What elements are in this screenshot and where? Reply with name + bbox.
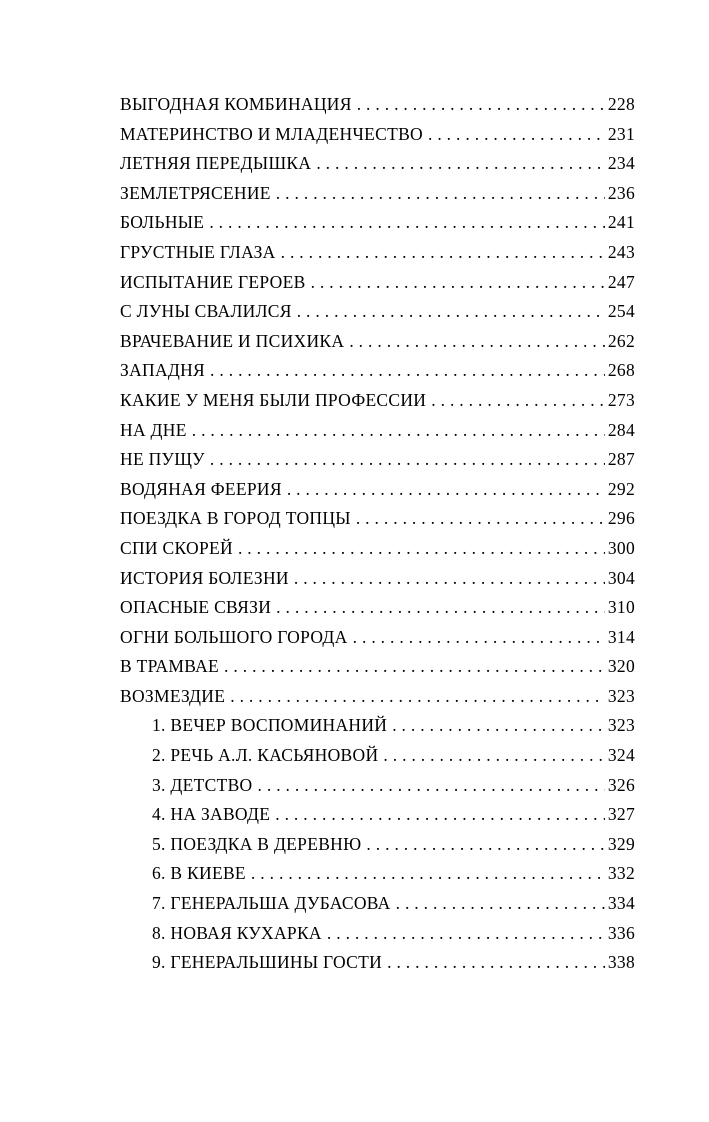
toc-entry-title: 6. В КИЕВЕ [152,863,246,884]
toc-entry-title: 1. ВЕЧЕР ВОСПОМИНАНИЙ [152,715,388,736]
toc-entry-page: 304 [607,567,635,588]
dot-leader [356,508,605,529]
toc-entry-title: НА ДНЕ [120,419,187,440]
toc-entry-title: 2. РЕЧЬ А.Л. КАСЬЯНОВОЙ [152,745,379,766]
toc-entry-page: 287 [607,449,635,470]
toc-entry-title: ЛЕТНЯЯ ПЕРЕДЫШКА [120,153,312,174]
toc-entry [120,420,635,450]
toc-entry-title: ИСТОРИЯ БОЛЕЗНИ [120,567,289,588]
toc-entry-page: 292 [607,478,635,499]
dot-leader [275,804,605,825]
toc-entry [120,242,635,272]
toc-entry [120,597,635,627]
toc-entry [120,568,635,598]
toc-entry-title: ЗЕМЛЕТРЯСЕНИЕ [120,182,271,203]
toc-entry-page: 334 [607,893,635,914]
toc-entry-title: С ЛУНЫ СВАЛИЛСЯ [120,301,292,322]
toc-entry [120,745,635,775]
toc-entry-title: 8. НОВАЯ КУХАРКА [152,922,322,943]
toc-entry-page: 324 [607,745,635,766]
toc-entry-title: ОГНИ БОЛЬШОГО ГОРОДА [120,626,348,647]
dot-leader [224,656,605,677]
toc-entry-page: 300 [607,537,635,558]
toc-entry-title: ПОЕЗДКА В ГОРОД ТОПЦЫ [120,508,351,529]
toc-entry-page: 314 [607,626,635,647]
toc-entry-title: ЗАПАДНЯ [120,360,206,381]
dot-leader [294,568,605,589]
toc-entry-page: 326 [607,774,635,795]
toc-entry-title: ВЫГОДНАЯ КОМБИНАЦИЯ [120,94,352,114]
dot-leader [258,775,605,796]
toc-entry-title: 7. ГЕНЕРАЛЬША ДУБАСОВА [152,893,391,914]
dot-leader [349,331,605,352]
toc-entry [120,923,635,953]
toc-entry-title: 5. ПОЕЗДКА В ДЕРЕВНЮ [152,833,362,854]
toc-entry-title: 9. ГЕНЕРАЛЬШИНЫ ГОСТИ [152,952,383,973]
toc-entry [120,863,635,893]
toc-entry-page: 336 [607,922,635,943]
toc-entry-title: ВОДЯНАЯ ФЕЕРИЯ [120,478,282,499]
toc-entry [120,952,635,982]
toc-entry [120,686,635,716]
toc-entry [120,272,635,302]
dot-leader [276,183,605,204]
toc-entry-page: 234 [607,153,635,174]
dot-leader [210,449,605,470]
toc-entry-page: 241 [607,212,635,233]
toc-entry-page: 236 [607,182,635,203]
toc-entry-page: 228 [607,94,635,114]
dot-leader [238,538,605,559]
toc-entry-page: 254 [607,301,635,322]
toc-entry [120,360,635,390]
toc-entry-page: 320 [607,656,635,677]
toc-entry-page: 323 [607,715,635,736]
toc-entry-page: 329 [607,833,635,854]
toc-entry [120,656,635,686]
toc-entry [120,775,635,805]
toc-list [120,94,635,982]
toc-entry-title: МАТЕРИНСТВО И МЛАДЕНЧЕСТВО [120,123,423,144]
toc-entry [120,804,635,834]
toc-entry-page: 284 [607,419,635,440]
toc-entry [120,390,635,420]
dot-leader [431,390,605,411]
dot-leader [210,360,605,381]
toc-page [120,94,635,982]
toc-entry-title: ВОЗМЕЗДИЕ [120,685,226,706]
toc-entry-page: 323 [607,685,635,706]
dot-leader [230,686,605,707]
toc-entry-page: 262 [607,330,635,351]
dot-leader [366,834,604,855]
toc-entry-page: 231 [607,123,635,144]
dot-leader [297,301,605,322]
toc-entry-page: 243 [607,241,635,262]
toc-entry [120,94,635,124]
toc-entry-title: ВРАЧЕВАНИЕ И ПСИХИКА [120,330,345,351]
dot-leader [209,212,605,233]
toc-entry [120,834,635,864]
toc-entry [120,124,635,154]
dot-leader [192,420,605,441]
toc-entry-page: 332 [607,863,635,884]
toc-entry-title: ОПАСНЫЕ СВЯЗИ [120,597,272,618]
toc-entry-title: ИСПЫТАНИЕ ГЕРОЕВ [120,271,306,292]
dot-leader [383,745,604,766]
toc-entry [120,449,635,479]
toc-entry-title: 3. ДЕТСТВО [152,774,253,795]
dot-leader [428,124,605,145]
toc-entry [120,331,635,361]
toc-entry [120,479,635,509]
toc-entry [120,627,635,657]
dot-leader [387,952,605,973]
toc-entry-title: ГРУСТНЫЕ ГЛАЗА [120,241,276,262]
dot-leader [396,893,605,914]
dot-leader [357,94,605,115]
toc-entry-page: 247 [607,271,635,292]
toc-entry-page: 273 [607,389,635,410]
toc-entry [120,715,635,745]
toc-entry [120,893,635,923]
toc-entry [120,212,635,242]
toc-entry [120,183,635,213]
toc-entry-page: 296 [607,508,635,529]
toc-entry-page: 338 [607,952,635,973]
toc-entry-title: СПИ СКОРЕЙ [120,537,233,558]
toc-entry-page: 310 [607,597,635,618]
dot-leader [327,923,605,944]
toc-entry [120,538,635,568]
toc-entry-page: 327 [607,804,635,825]
dot-leader [287,479,605,500]
toc-entry-page: 268 [607,360,635,381]
toc-entry-title: НЕ ПУЩУ [120,449,205,470]
dot-leader [316,153,605,174]
dot-leader [281,242,605,263]
toc-entry [120,153,635,183]
dot-leader [353,627,605,648]
toc-entry-title: В ТРАМВАЕ [120,656,220,677]
toc-entry [120,301,635,331]
toc-entry [120,508,635,538]
dot-leader [392,715,605,736]
toc-entry-title: БОЛЬНЫЕ [120,212,205,233]
dot-leader [251,863,605,884]
toc-entry-title: 4. НА ЗАВОДЕ [152,804,271,825]
toc-entry-title: КАКИЕ У МЕНЯ БЫЛИ ПРОФЕССИИ [120,389,427,410]
dot-leader [311,272,605,293]
dot-leader [276,597,605,618]
